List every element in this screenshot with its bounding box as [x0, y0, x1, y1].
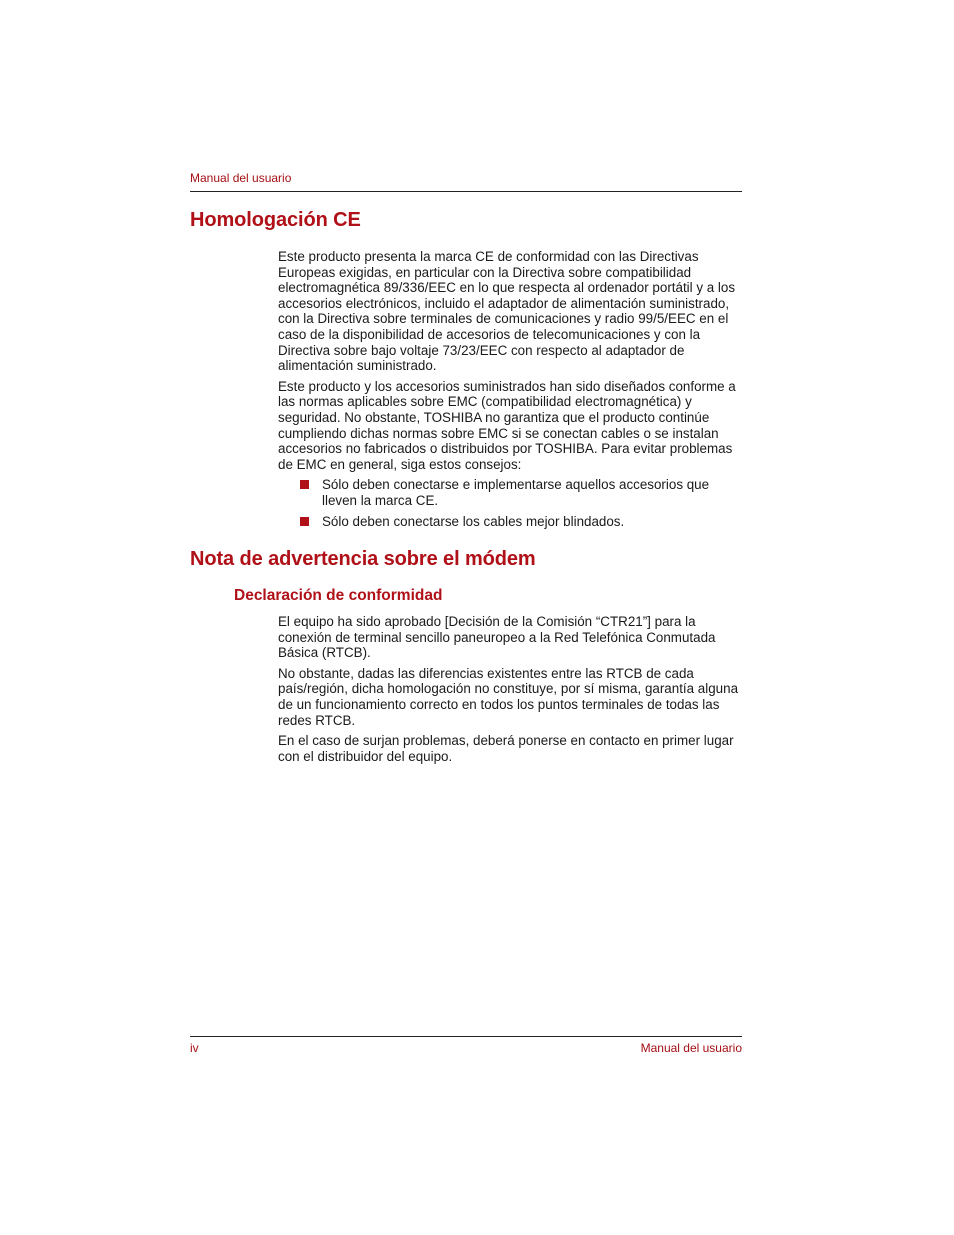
- list-item: [278, 514, 742, 530]
- header-rule: [190, 191, 742, 192]
- section-heading-homologacion-ce: Homologación CE: [190, 209, 361, 231]
- page-number: iv: [190, 1041, 199, 1055]
- footer-rule: [190, 1036, 742, 1037]
- bullet-text: Sólo deben conectarse e implementarse aquellos accesorios que lleven la marca CE.: [322, 477, 710, 508]
- section-ce-body: [278, 249, 748, 534]
- bullet-text: Sólo deben conectarse los cables mejor blindados.: [322, 513, 625, 529]
- square-bullet-icon: [300, 480, 309, 489]
- ce-bullet-list: [278, 477, 748, 529]
- subheading-declaracion: Declaración de conformidad: [234, 587, 443, 604]
- ce-paragraph-1: Este producto presenta la marca CE de conformidad con las Directivas Europeas exigidas, en particular con la Directiva sobre compatibilidad electromagnética 89/336/EEC en lo que respecta al ordenador portátil y a los accesorios electrónicos, incluido el adaptador de alimentación suministrado, con la Directiva sobre terminales de comunicaciones y radio 99/5/EEC en el caso de la disponibilidad de accesorios de telecomunicaciones y con la Directiva sobre bajo voltaje 73/23/EEC con respecto al adaptador de alimentación suministrado.: [278, 249, 736, 374]
- square-bullet-icon: [300, 517, 309, 526]
- ce-paragraph-2: Este producto y los accesorios suministrados han sido diseñados conforme a las normas aplicables sobre EMC (compatibilidad electromagnética) y seguridad. No obstante, TOSHIBA no garantiza que el producto continúe cumpliendo dichas normas sobre EMC si se conectan cables o se instalan accesorios no fabricados o distribuidos por TOSHIBA. Para evitar problemas de EMC en general, siga estos consejos:: [278, 378, 736, 472]
- modem-paragraph-3: En el caso de surjan problemas, deberá ponerse en contacto en primer lugar con el distribuidor del equipo.: [278, 733, 734, 764]
- running-header: Manual del usuario: [190, 171, 292, 185]
- modem-paragraph-1: El equipo ha sido aprobado [Decisión de la Comisión “CTR21”] para la conexión de terminal sencillo paneuropeo a la Red Telefónica Conmutada Básica (RTCB).: [278, 614, 716, 661]
- list-item: [278, 477, 742, 508]
- section-modem-body: [278, 614, 748, 769]
- modem-paragraph-2: No obstante, dadas las diferencias existentes entre las RTCB de cada país/región, dicha homologación no constituye, por sí misma, garantía alguna de un funcionamiento correcto en todos los puntos terminales de todas las redes RTCB.: [278, 665, 739, 728]
- running-footer: Manual del usuario: [640, 1041, 742, 1055]
- section-heading-nota-modem: Nota de advertencia sobre el módem: [190, 548, 536, 570]
